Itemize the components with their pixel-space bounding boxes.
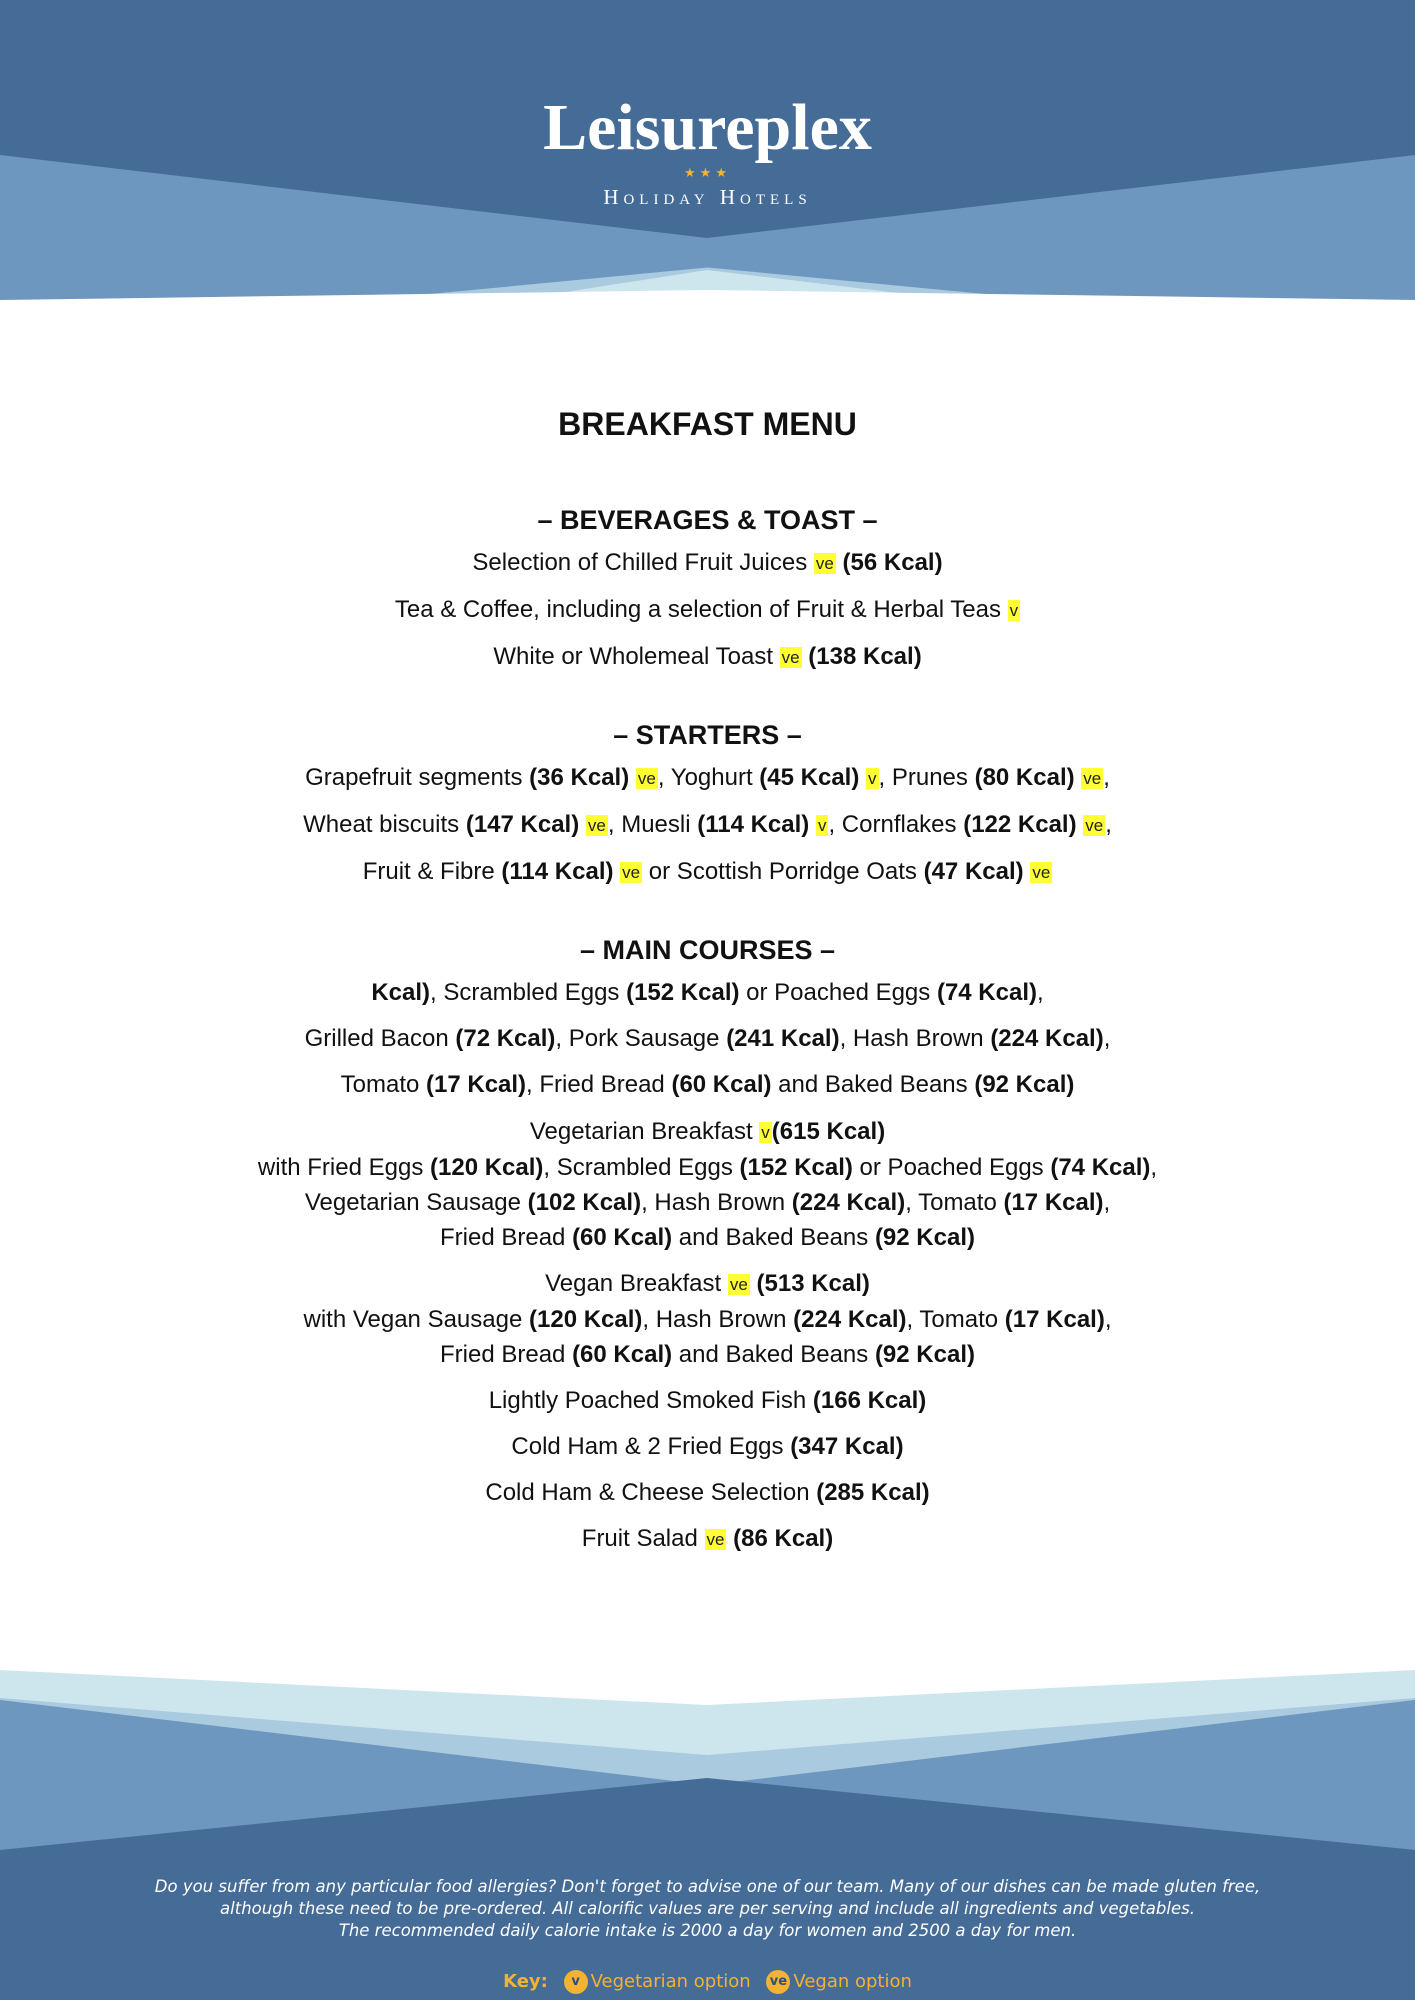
vegan-badge-icon: ve — [766, 1970, 790, 1994]
key-label: Key: — [503, 1971, 548, 1992]
page-title: BREAKFAST MENU — [558, 406, 857, 442]
bottom-banner — [0, 1670, 1415, 2000]
vegetarian-tag: v — [868, 769, 877, 788]
logo-subtitle: Holiday Hotels — [603, 185, 812, 209]
item-title: Vegetarian Breakfast v(615 Kcal) — [529, 1118, 886, 1145]
menu-item: Tea & Coffee, including a selection of Fruit & Herbal Teas v — [394, 596, 1019, 623]
allergy-notice — [0, 1876, 1415, 1942]
menu-item: Grilled Bacon (72 Kcal), Pork Sausage (241 Kcal), Hash Brown (224 Kcal), — [304, 1025, 1111, 1052]
vegan-tag: ve — [637, 769, 656, 788]
legend-key — [0, 1971, 1415, 2014]
menu-item: Tomato (17 Kcal), Fried Bread (60 Kcal) and Baked Beans (92 Kcal) — [340, 1071, 1075, 1098]
vegan-tag: ve — [622, 863, 641, 882]
vegetarian-label: Vegetarian option — [590, 1971, 751, 1992]
calorie-value: (56 Kcal) — [842, 549, 943, 576]
vegetarian-badge-icon: v — [564, 1970, 588, 1994]
vegan-tag: ve — [587, 816, 606, 835]
vegan-tag: ve — [1083, 769, 1102, 788]
menu-item: Fruit & Fibre (114 Kcal) ve or Scottish Porridge Oats (47 Kcal) ve — [362, 858, 1051, 885]
logo-name: Leisureplex — [543, 91, 872, 164]
vegan-label: Vegan option — [793, 1971, 912, 1992]
vegetarian-tag: v — [1009, 601, 1019, 620]
menu-item: Fruit Salad ve (86 Kcal) — [581, 1525, 834, 1552]
vegan-tag: ve — [1085, 816, 1104, 835]
section-heading-starters: – STARTERS – — [613, 720, 802, 750]
vegan-tag: ve — [1032, 863, 1051, 882]
footer-line: The recommended daily calorie intake is 2000 a day for women and 2500 a day for men. — [338, 1921, 1077, 1940]
item-title: Vegan Breakfast ve (513 Kcal) — [545, 1270, 870, 1297]
menu-item: Grapefruit segments (36 Kcal) ve, Yoghurt (45 Kcal) v, Prunes (80 Kcal) ve, — [305, 764, 1110, 791]
vegan-tag: ve — [729, 1275, 748, 1294]
calorie-value: (138 Kcal) — [808, 643, 922, 670]
menu-item: Kcal), Scrambled Eggs (152 Kcal) or Poached Eggs (74 Kcal), — [371, 979, 1044, 1006]
vegan-breakfast: Vegan Breakfast ve (513 Kcal) with Vegan Sausage (120 Kcal), Hash Brown (224 Kcal), Tomato (17 Kcal), Fried Bread (60 Kcal) and Baked Beans (92 Kcal) — [0, 1266, 1415, 1372]
menu-item: Wheat biscuits (147 Kcal) ve, Muesli (114 Kcal) v, Cornflakes (122 Kcal) ve, — [303, 811, 1112, 838]
menu-item: Selection of Chilled Fruit Juices ve (56 Kcal) — [472, 549, 943, 576]
vegetarian-tag: v — [761, 1123, 770, 1142]
vegan-tag: ve — [781, 648, 800, 667]
section-heading-beverages: – BEVERAGES & TOAST – — [537, 505, 878, 535]
vegetarian-tag: v — [817, 816, 827, 835]
menu-item: Cold Ham & Cheese Selection (285 Kcal) — [485, 1479, 930, 1506]
hotel-logo — [0, 92, 1415, 210]
menu-item: Lightly Poached Smoked Fish (166 Kcal) — [488, 1387, 927, 1414]
vegetarian-breakfast: Vegetarian Breakfast v(615 Kcal) with Fried Eggs (120 Kcal), Scrambled Eggs (152 Kcal) or Poached Eggs (74 Kcal), Vegetarian Sausage (102 Kcal), Hash Brown (224 Kcal), Tomato (17 Kcal), Fried Bread (60 Kcal) and Baked Beans (92 Kcal) — [0, 1114, 1415, 1255]
footer-line: although these need to be pre-ordered. All calorific values are per serving and include all ingredients and vegetables. — [220, 1899, 1195, 1918]
section-heading-main-courses: – MAIN COURSES – — [579, 935, 836, 965]
vegan-tag: ve — [815, 554, 834, 573]
vegan-tag: ve — [706, 1530, 725, 1549]
menu-content — [0, 400, 1415, 1563]
logo-stars: ★★★ — [684, 165, 731, 180]
menu-item: Cold Ham & 2 Fried Eggs (347 Kcal) — [511, 1433, 904, 1460]
menu-item: White or Wholemeal Toast ve (138 Kcal) — [493, 643, 922, 670]
footer-line: Do you suffer from any particular food allergies? Don't forget to advise one of our team. Many of our dishes can be made gluten free, — [154, 1877, 1261, 1896]
